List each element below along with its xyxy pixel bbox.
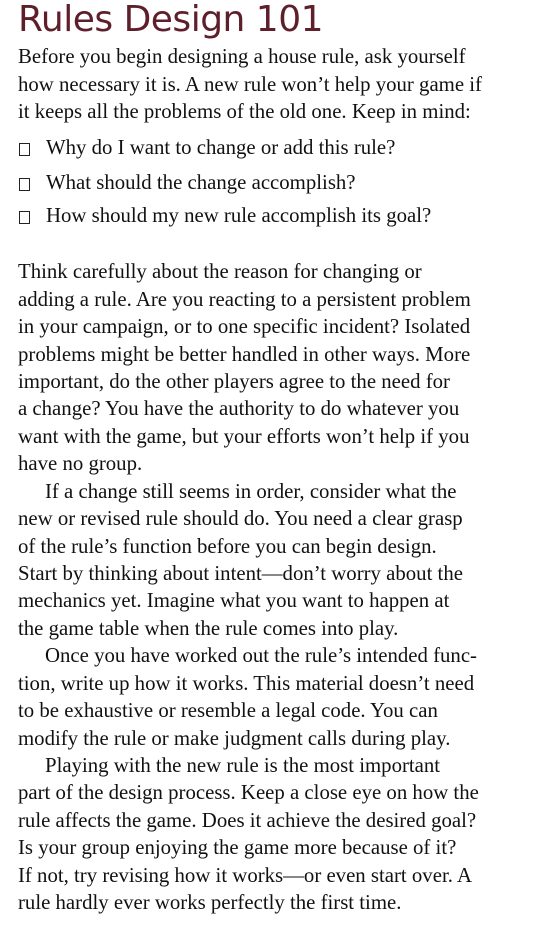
body-line: rule hardly ever works perfectly the first time. (18, 891, 402, 914)
body-line: important, do the other players agree to the need for (18, 370, 450, 393)
question-text: How should my new rule accomplish its goal? (46, 204, 432, 227)
body-line: If not, try revising how it works—or even start over. A (18, 864, 472, 887)
body-line: problems might be better handled in other ways. More (18, 343, 471, 366)
question-text: Why do I want to change or add this rule? (46, 136, 396, 159)
intro-line: how necessary it is. A new rule won’t help your game if (18, 73, 482, 96)
checkbox-icon (19, 211, 30, 224)
body-line: Once you have worked out the rule’s intended func- (45, 644, 477, 667)
checkbox-icon (19, 178, 30, 191)
body-line: to be exhaustive or resemble a legal code. You can (18, 699, 438, 722)
body-line: mechanics yet. Imagine what you want to happen at (18, 589, 450, 612)
body-line: in your campaign, or to one specific incident? Isolated (18, 315, 471, 338)
body-line: of the rule’s function before you can begin design. (18, 535, 437, 558)
question-item (18, 134, 395, 162)
body-line: Start by thinking about intent—don’t worry about the (18, 562, 463, 585)
question-item (18, 202, 431, 230)
body-line: adding a rule. Are you reacting to a persistent problem (18, 288, 471, 311)
body-line: a change? You have the authority to do whatever you (18, 397, 460, 420)
question-text: What should the change accomplish? (46, 171, 356, 194)
body-line: want with the game, but your efforts won’t help if you (18, 425, 470, 448)
body-line: have no group. (18, 452, 143, 475)
body-line: Think carefully about the reason for changing or (18, 260, 422, 283)
body-line: If a change still seems in order, consider what the (45, 480, 457, 503)
body-line: the game table when the rule comes into play. (18, 617, 399, 640)
body-line: Is your group enjoying the game more because of it? (18, 836, 457, 859)
body-line: Playing with the new rule is the most important (45, 754, 441, 777)
body-line: new or revised rule should do. You need a clear grasp (18, 507, 463, 530)
question-item (18, 169, 356, 197)
checkbox-icon (19, 143, 30, 156)
body-line: rule affects the game. Does it achieve the desired goal? (18, 809, 477, 832)
body-line: tion, write up how it works. This material doesn’t need (18, 672, 475, 695)
body-line: part of the design process. Keep a close eye on how the (18, 781, 479, 804)
page-title: Rules Design 101 (18, 0, 324, 40)
intro-line: it keeps all the problems of the old one. Keep in mind: (18, 100, 471, 123)
body-line: modify the rule or make judgment calls during play. (18, 727, 451, 750)
intro-line: Before you begin designing a house rule, ask yourself (18, 45, 466, 68)
